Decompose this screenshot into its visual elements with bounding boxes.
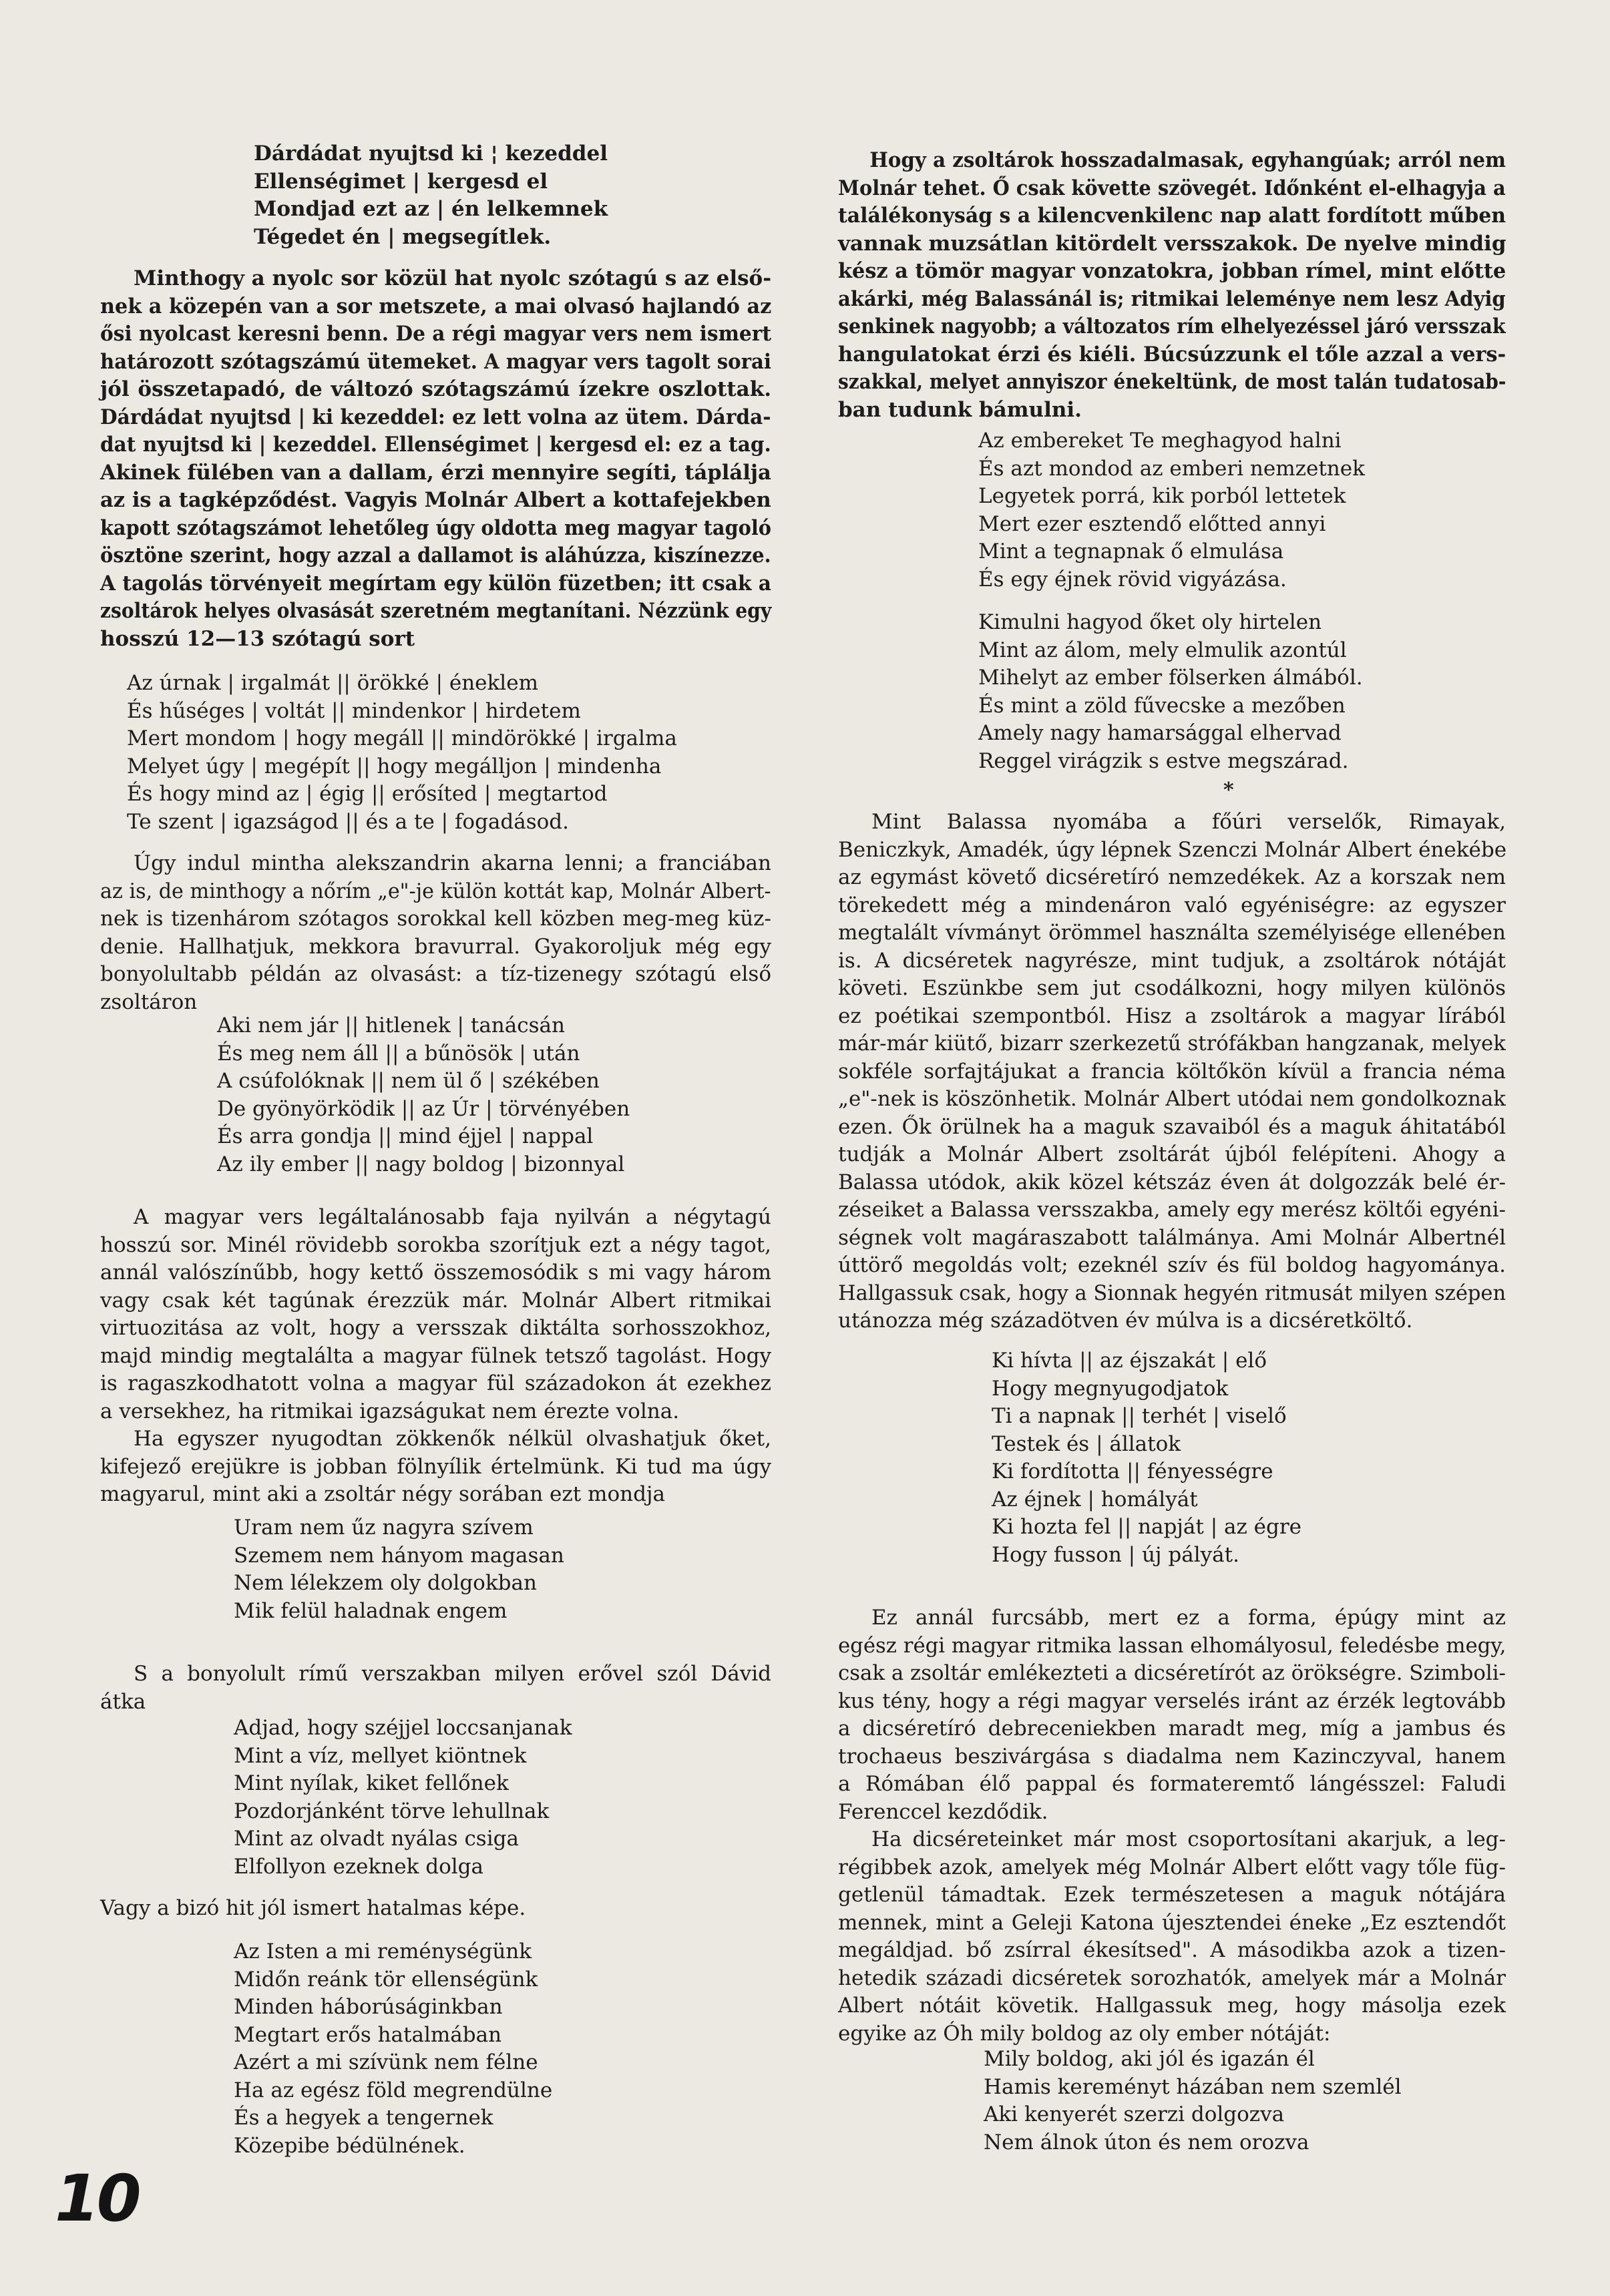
verse-block: [838, 427, 1506, 594]
paragraph: [100, 1204, 771, 1509]
page-number: 10: [55, 2161, 139, 2236]
text-line: Balassa utódok, akik közel kétszáz éven át dolgozzák belé ér-: [838, 1170, 1506, 1194]
verse-line: Legyetek porrá, kik porból lettetek: [978, 484, 1346, 508]
text-line: zsoltárok helyes olvasását szeretném megtanítani. Nézzünk egy: [100, 599, 772, 623]
text-line: majd mindig megtalálta a magyar fülnek tetsző tagolást. Hogy: [100, 1343, 771, 1368]
verse-block: [100, 1895, 771, 1923]
text-line: tudják a Molnár Albert zsoltárát újból felépíteni. Ahogy a: [838, 1142, 1506, 1166]
text-line: ezen. Ők örülnek ha a maguk szavaiból és a maguk áhitatából: [838, 1114, 1506, 1139]
text-line: is. A dicséretek nagyrésze, mint tudjuk, a zsoltárok nótáját: [838, 948, 1506, 973]
verse-line: És egy éjnek rövid vigyázása.: [978, 567, 1287, 592]
text-line: virtuozitása az volt, hogy a versszak diktálta sorhosszokhoz,: [100, 1316, 771, 1340]
text-line: Mint Balassa nyomába a főúri verselők, Rimayak,: [871, 810, 1506, 834]
text-line: csak a zsoltár emlékezteti a dicséretírót az örökségre. Szimboli-: [838, 1661, 1506, 1685]
verse-line: Az éjnek | homályát: [992, 1487, 1198, 1512]
verse-line: Testek és | állatok: [992, 1431, 1181, 1456]
text-line: Ez annál furcsább, mert ez a forma, épúgy mint az: [871, 1606, 1506, 1630]
text-line: A magyar vers legáltalánosabb faja nyilván a négytagú: [134, 1205, 771, 1229]
text-line: már-már kiütő, bizarr szerkezetű strófákban hangzanak, melyek: [838, 1031, 1506, 1056]
text-line: Minthogy a nyolc sor közül hat nyolc szótagú s az első-: [134, 266, 772, 290]
text-line: megtalált vívmányt örömmel használta személyisége ellenében: [838, 921, 1506, 945]
text-line: ségnek volt magáraszabott találmánya. Ami Molnár Albertnél: [838, 1225, 1506, 1250]
text-line: hosszú 12—13 szótagú sort: [100, 626, 415, 651]
verse-line: Amely nagy hamarsággal elhervad: [978, 721, 1342, 745]
text-line: egyike az Óh mily boldog az oly ember nótáját:: [838, 2021, 1331, 2046]
text-line: kapott szótagszámot lehetőleg úgy oldotta meg magyar tagoló: [100, 515, 771, 540]
verse-line: Vagy a bizó hit jól ismert hatalmas képe.: [100, 1896, 526, 1920]
text-line: az is, de minthogy a nőrím „e"-je külön kottát kap, Molnár Albert-: [100, 879, 771, 903]
verse-line: Kimulni hagyod őket oly hirtelen: [978, 610, 1322, 634]
text-line: S a bonyolult rímű verszakban milyen erővel szól Dávid: [134, 1662, 771, 1686]
text-line: régibbek azok, amelyek még Molnár Albert előtt vagy tőle füg-: [838, 1855, 1506, 1879]
text-line: denie. Hallhatjuk, mekkora bravurral. Gyakoroljuk még egy: [100, 934, 771, 959]
text-line: mennek, mint a Geleji Katona újesztendei éneke „Ez esztendőt: [838, 1910, 1506, 1935]
verse-line: Uram nem űz nagyra szívem: [234, 1516, 534, 1540]
text-line: vannak muzsátlan kitördelt versszakok. De nyelve mindig: [838, 231, 1506, 256]
verse-line: Mert mondom | hogy megáll || mindörökké | irgalma: [127, 726, 677, 750]
text-line: hetedik századi dicséretek sorozhatók, amelyek már a Molnár: [838, 1966, 1506, 1990]
verse-block: [100, 670, 771, 836]
text-line: a Rómában élő pappal és formateremtő lángésszel: Faludi: [838, 1772, 1506, 1796]
verse-line: A csúfolóknak || nem ül ő | székében: [217, 1069, 600, 1093]
verse-block: [838, 1347, 1506, 1569]
verse-line: Az embereket Te meghagyod halni: [978, 429, 1342, 453]
verse-line: És azt mondod az emberi nemzetnek: [978, 456, 1365, 481]
verse-line: Hogy fusson | új pályát.: [992, 1542, 1239, 1567]
verse-line: Melyet úgy | megépít || hogy megálljon | mindenha: [127, 754, 662, 778]
verse-block: [838, 2046, 1506, 2156]
text-line: annál valószínűbb, hogy kettő összemosódik s mi vagy három: [100, 1260, 771, 1285]
text-line: ősi nyolcast keresni benn. De a régi magyar vers nem ismert: [100, 322, 772, 346]
text-line: kész a tömör magyar vonzatokra, jobban rímel, mint előtte: [838, 259, 1506, 283]
verse-line: Reggel virágzik s estve megszárad.: [978, 748, 1349, 773]
paragraph: [838, 1604, 1506, 2048]
verse-block: [100, 1938, 771, 2160]
verse-line: Szemem nem hányom magasan: [234, 1543, 564, 1568]
paragraph: [100, 265, 771, 653]
verse-line: És arra gondja || mind éjjel | nappal: [217, 1124, 594, 1148]
text-line: Hallgassuk csak, hogy a Sionnak hegyén ritmusát milyen szépen: [838, 1281, 1506, 1305]
verse-line: És a hegyek a tengernek: [234, 2106, 493, 2130]
text-line: ösztöne szerint, hogy azzal a dallamot is aláhúzza, kiszínezze.: [100, 543, 771, 567]
text-line: ban tudunk bámulni.: [838, 397, 1082, 422]
verse-line: Nem lélekzem oly dolgokban: [234, 1571, 537, 1595]
text-line: szakkal, melyet annyiszor énekeltünk, de most talán tudatosab-: [838, 370, 1506, 394]
text-line: sokféle sorfajtájukat a francia költőkön kívül a francia néma: [838, 1059, 1506, 1084]
verse-line: És hogy mind az | égig || erősíted | megtartod: [127, 782, 608, 806]
verse-line: Az úrnak | irgalmát || örökké | éneklem: [127, 671, 538, 695]
text-line: megáldjad. bő zsírral ékesítsed". A másodikba azok a tizen-: [838, 1938, 1506, 1962]
text-line: Molnár tehet. Ő csak követte szövegét. Időnként el-elhagyja a: [838, 176, 1506, 200]
text-line: hangulatokat érzi és kiéli. Búcsúzzunk el tőle azzal a vers-: [838, 342, 1506, 367]
verse-line: Mert ezer esztendő előtted annyi: [978, 511, 1326, 536]
text-line: az is a tagképződést. Vagyis Molnár Albert a kottafejekben: [100, 488, 771, 512]
verse-block: [100, 1012, 771, 1178]
verse-line: És hűséges | voltát || mindenkor | hirdetem: [127, 698, 581, 723]
text-line: „e"-nek is köszönhetik. Molnár Albert utódai nem gondolkoznak: [838, 1087, 1506, 1111]
verse-line: Aki nem jár || hitlenek | tanácsán: [217, 1013, 565, 1038]
text-line: hosszú sor. Minél rövidebb sorokba szorítjuk ezt a négy tagot,: [100, 1232, 771, 1257]
text-line: jól összetapadó, de változó szótagszámú ízekre oszlottak.: [100, 377, 771, 401]
verse-block: [100, 1714, 771, 1881]
verse-line: Ti a napnak || terhét | viselő: [992, 1404, 1287, 1428]
verse-line: Ellenségimet | kergesd el: [254, 169, 548, 194]
text-line: kus tény, hogy a régi magyar verselés iránt az érzék legtovább: [838, 1688, 1506, 1713]
text-line: getlenül támadtak. Ezek természetesen a maguk nótájára: [838, 1883, 1506, 1907]
text-line: a versekhez, ha ritmikai igazságukat nem érezte volna.: [100, 1399, 680, 1423]
verse-line: Mik felül haladnak engem: [234, 1598, 508, 1623]
text-line: átka: [100, 1689, 146, 1714]
verse-line: De gyönyörködik || az Úr | törvényében: [217, 1096, 630, 1121]
verse-line: Mint az álom, mely elmulik azontúl: [978, 638, 1347, 662]
text-line: követi. Eszünkbe sem jut csodálkozni, hogy milyen különös: [838, 976, 1506, 1000]
verse-line: Adjad, hogy széjjel loccsanjanak: [234, 1716, 572, 1740]
text-line: A tagolás törvényeit megírtam egy külön füzetben; itt csak a: [100, 571, 771, 596]
verse-line: És meg nem áll || a bűnösök | után: [217, 1041, 580, 1066]
text-line: zsoltáron: [100, 989, 198, 1014]
verse-line: Mint a tegnapnak ő elmulása: [978, 539, 1284, 563]
verse-line: Mondjad ezt az | én lelkemnek: [254, 197, 608, 221]
verse-line: Ha az egész föld megrendülne: [234, 2078, 553, 2102]
verse-line: Mint nyílak, kiket fellőnek: [234, 1771, 509, 1795]
text-line: Ferenccel kezdődik.: [838, 1799, 1048, 1824]
text-line: Úgy indul mintha alekszandrin akarna lenni; a franciában: [134, 851, 771, 875]
text-line: az egymást követő dicséretíró nemzedékek. Az a korszak nem: [838, 865, 1506, 889]
verse-line: Mint az olvadt nyálas csiga: [234, 1827, 519, 1851]
text-line: vagy csak két tagúnak érezzük már. Molnár Albert ritmikai: [100, 1288, 771, 1313]
verse-line: Midőn reánk tör ellenségünk: [234, 1967, 538, 1992]
verse-line: Ki fordította || fényességre: [992, 1459, 1273, 1483]
text-line: Albert nótáit követik. Hallgassuk meg, hogy másolja ezek: [838, 1994, 1506, 2018]
text-line: találékonyság s a kilencvenkilenc nap alatt fordított műben: [838, 204, 1506, 228]
text-line: Hogy a zsoltárok hosszadalmasak, egyhangúak; arról nem: [869, 148, 1506, 172]
verse-line: Dárdádat nyujtsd ki ¦ kezeddel: [254, 142, 608, 166]
verse-line: Minden háborúságinkban: [234, 1995, 503, 2019]
verse-block: [838, 609, 1506, 775]
text-line: magyarul, mint aki a zsoltár négy sorában ezt mondja: [100, 1482, 666, 1506]
paragraph: [100, 850, 771, 1016]
verse-line: Az Isten a mi reménységünk: [234, 1939, 532, 1964]
text-line: Beniczkyk, Amadék, úgy lépnek Szenczi Molnár Albert énekébe: [838, 837, 1507, 862]
verse-block: [100, 140, 771, 251]
verse-block: [100, 1514, 771, 1625]
text-line: utánozza még századötven év múlva is a dicséretköltő.: [838, 1309, 1413, 1333]
text-line: a dicséretíró debreceniekben maradt meg, míg a jambus és: [838, 1716, 1506, 1741]
verse-line: Pozdorjánként törve lehullnak: [234, 1799, 550, 1823]
paragraph: [838, 147, 1506, 424]
paragraph: [838, 809, 1506, 1335]
text-line: Dárdádat nyujtsd | ki kezeddel: ez lett volna az ütem. Dárda-: [100, 405, 771, 429]
verse-line: És mint a zöld fűvecske a mezőben: [978, 693, 1346, 718]
text-line: senkinek nagyobb; a változatos rím elhelyezéssel járó versszak: [838, 314, 1506, 338]
verse-line: Nem álnok úton és nem orozva: [984, 2130, 1310, 2154]
verse-line: Aki kenyerét szerzi dolgozva: [984, 2102, 1285, 2126]
text-line: akárki, még Balassánál is; ritmikai leleménye nem lesz Adyig: [838, 286, 1506, 311]
text-line: törekedett még a mindenáron való egyéniségre: az egyszer: [838, 893, 1506, 917]
verse-line: Mihelyt az ember fölserken álmából.: [978, 666, 1363, 690]
text-line: kifejező erejükre is jobban fölnyílik értelmünk. Ki tud ma úgy: [100, 1454, 771, 1479]
text-line: határozott szótagszámú ütemeket. A magyar vers tagolt sorai: [100, 349, 771, 374]
verse-line: Megtart erős hatalmában: [234, 2022, 502, 2047]
text-line: zéseiket a Balassa versszakba, amely egy merész költői egyéni-: [838, 1198, 1506, 1222]
verse-line: Az ily ember || nagy boldog | bizonnyal: [217, 1152, 625, 1176]
verse-line: Mily boldog, aki jól és igazán él: [984, 2047, 1315, 2071]
section-separator: *: [1223, 778, 1234, 802]
text-line: nek a közepén van a sor metszete, a mai olvasó hajlandó az: [100, 294, 772, 318]
text-line: úttörő megoldás volt; ezeknél szív és fül boldog hagyománya.: [838, 1253, 1506, 1277]
verse-line: Hamis kereményt házában nem szemlél: [984, 2074, 1402, 2099]
verse-line: Azért a mi szívünk nem félne: [234, 2050, 538, 2074]
text-line: Ha dicséreteinket már most csoportosítani akarjuk, a leg-: [871, 1827, 1506, 1851]
text-line: egész régi magyar ritmika lassan elhomályosul, feledésbe megy,: [838, 1633, 1506, 1658]
verse-line: Ki hozta fel || napját | az égre: [992, 1515, 1302, 1539]
verse-line: Ki hívta || az éjszakát | elő: [992, 1349, 1267, 1373]
verse-line: Elfollyon ezeknek dolga: [234, 1854, 484, 1879]
verse-line: Mint a víz, mellyet kiöntnek: [234, 1743, 527, 1768]
text-line: dat nyujtsd ki | kezeddel. Ellenségimet | kergesd el: ez a tag.: [100, 433, 771, 457]
verse-line: Tégedet én | megsegítlek.: [254, 224, 552, 249]
text-line: ez poétikai szempontból. Hisz a zsoltárok a magyar lírából: [838, 1003, 1506, 1028]
text-line: bonyolultabb példán az olvasást: a tíz-tizenegy szótagú első: [100, 962, 771, 986]
text-line: Ha egyszer nyugodtan zökkenők nélkül olvashatjuk őket,: [134, 1427, 771, 1451]
verse-line: Te szent | igazságod || és a te | fogadásod.: [127, 809, 570, 834]
verse-line: Közepibe bédülnének.: [234, 2133, 465, 2158]
text-line: is ragaszkodhatott volna a magyar fül századokon át ezekhez: [100, 1371, 771, 1395]
text-line: trochaeus beszivárgása s diadalma nem Kazinczyval, hanem: [838, 1744, 1506, 1769]
verse-line: Hogy megnyugodjatok: [992, 1376, 1229, 1401]
text-line: nek is tizenhárom szótagos sorokkal kell közben meg-meg küz-: [100, 907, 771, 931]
paragraph: [100, 1660, 771, 1716]
text-line: Akinek fülében van a dallam, érzi mennyire segíti, táplálja: [100, 460, 771, 485]
